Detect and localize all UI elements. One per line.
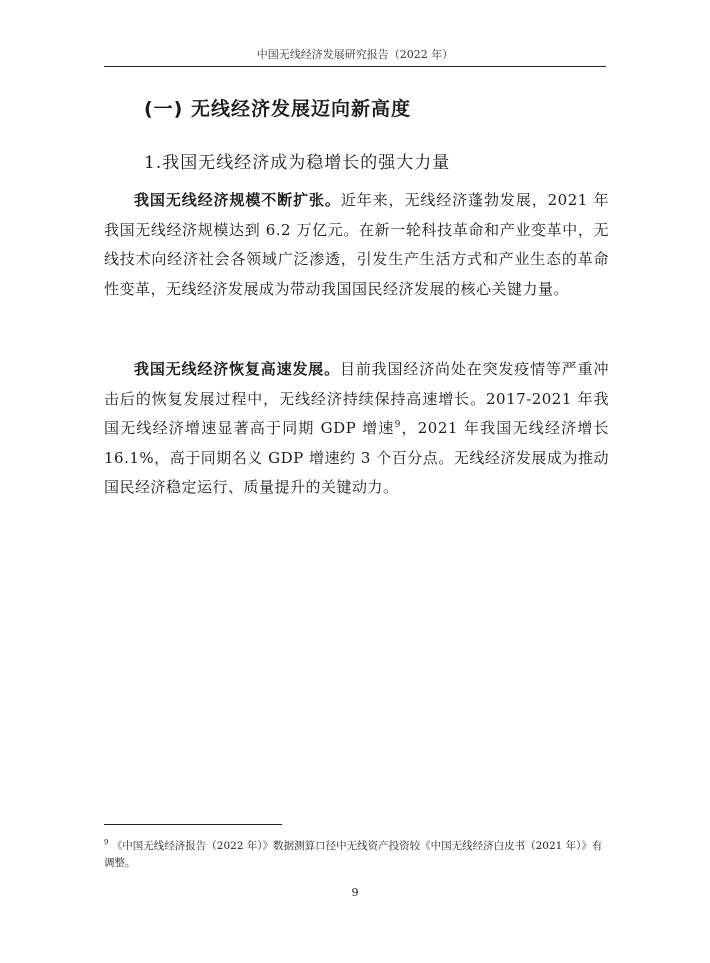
footnote [104,838,609,872]
subsection-title: 1.我国无线经济成为稳增长的强大力量 [144,153,451,173]
paragraph-2 [104,355,609,503]
paragraph-2-body-start: 目前我国经济尚处在突发疫情等严重冲击后的恢复发展过程中，无线经济持续保持高速增长。2017-2021 年我国无线经济增速显著高于同期 GDP 增速 [104,360,609,437]
footnote-reference[interactable]: 9 [394,420,401,430]
paragraph-2-body-end: ，2021 年我国无线经济增长 16.1%，高于同期名义 GDP 增速约 3 个百分点。无线经济发展成为推动国民经济稳定运行、质量提升的关键动力。 [104,419,609,496]
page-number: 9 [351,886,359,899]
footnote-text: 《中国无线经济报告（2022 年）》数据测算口径中无线资产投资较《中国无线经济白皮书（2021 年）》有调整。 [104,840,603,869]
footnote-divider [104,824,282,825]
paragraph-2-lead: 我国无线经济恢复高速发展。 [134,360,340,378]
paragraph-1-body: 近年来，无线经济蓬勃发展，2021 年我国无线经济规模达到 6.2 万亿元。在新一轮科技革命和产业变革中，无线技术向经济社会各领域广泛渗透，引发生产生活方式和产业生态的革命性变革，无线经济发展成为带动我国国民经济发展的核心关键力量。 [104,191,609,298]
paragraph-1 [104,186,609,304]
section-title: (一) 无线经济发展迈向新高度 [144,98,411,120]
running-header: 中国无线经济发展研究报告（2022 年） [104,46,606,67]
footnote-number: 9 [104,838,109,847]
paragraph-1-lead: 我国无线经济规模不断扩张。 [134,191,341,209]
